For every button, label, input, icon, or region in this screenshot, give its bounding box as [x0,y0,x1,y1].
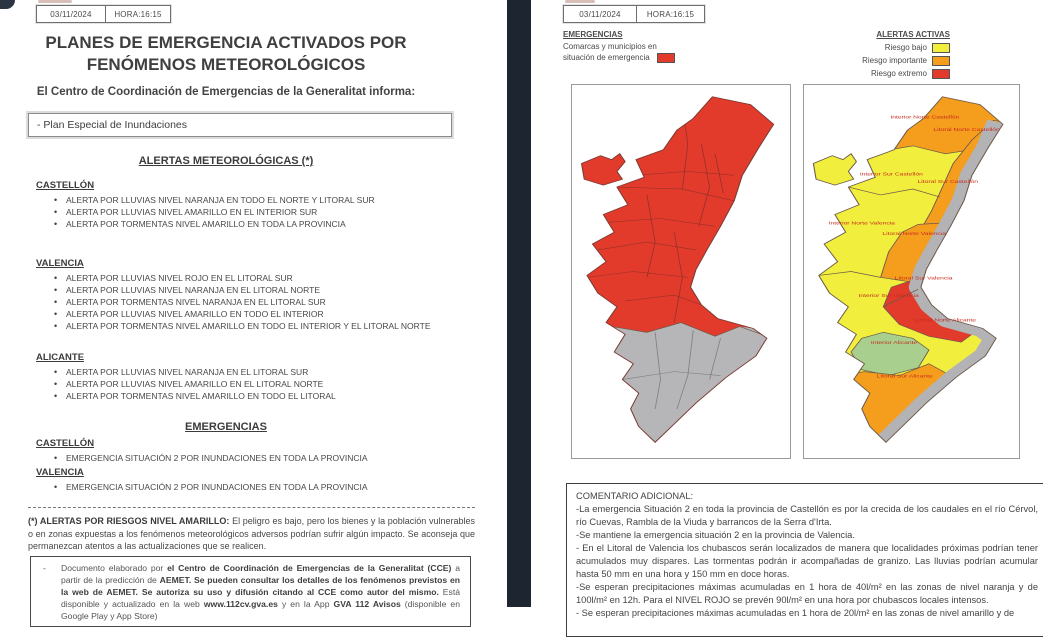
alert-item: • ALERTA POR TORMENTAS NIVEL AMARILLO EN TODO EL INTERIOR Y EL LITORAL NORTE [54,320,447,332]
comment-line: -La emergencia Situación 2 en toda la provincia de Castellón es por la crecida de los caudales en el río Cérvol, río Cuevas, Rambla de la Viuda y barrancos de la Serra d'Irta. [576,504,1038,527]
cropped-text-artifact [565,0,595,3]
footnote-lead: (*) ALERTAS POR RIESGOS NIVEL AMARILLO: [28,516,230,526]
document-subtitle: El Centro de Coordinación de Emergencias de la Generalitat informa: [36,86,416,98]
emergency-list-valencia [36,481,447,493]
legend-emergencias [563,29,743,64]
date-value: 03/11/2024 [564,6,637,22]
yellow-alert-footnote [28,515,475,553]
additional-comment-box [566,483,1043,637]
active-plan-box: - Plan Especial de Inundaciones [28,113,452,137]
emergencies-groups [36,438,447,504]
alert-item: • ALERTA POR TORMENTAS NIVEL NARANJA EN EL LITORAL SUR [54,296,447,308]
legend-emergencias-line2: situación de emergencia [563,53,650,62]
risk-important-swatch [932,56,950,66]
zone-label: Interior Sur Valencia [858,293,919,299]
province-heading-alicante: ALICANTE [36,352,85,363]
province-heading-valencia-em: VALENCIA [36,467,84,478]
province-heading-castellon: CASTELLÓN [36,180,95,191]
source-note-box: - Documento elaborado por el Centro de Coordinación de Emergencias de la Generalitat (CCE) a partir de la predicción de AEMET. Se pueden consultar los detalles de los fenómenos previstos en la web de AEMET. Se autoriza su uso y difusión citando al CCE como autor del mismo. Está disponible y actualizado en la web www.112cv.gva.es y en la App GVA 112 Avisos (disponible en Google Play y App Store) [30,556,471,627]
comment-line: - Se esperan precipitaciones máximas acumuladas en 1 hora de 20l/m² en las zonas de nivel amarillo y de [576,608,1015,618]
alerts-groups [36,180,447,413]
alert-item: • ALERTA POR LLUVIAS NIVEL ROJO EN EL LITORAL SUR [54,272,447,284]
zone-label: Litoral Sur Castellón [917,179,978,185]
alert-item: • ALERTA POR TORMENTAS NIVEL AMARILLO EN TODO EL LITORAL [54,390,447,402]
date-time-box [563,5,705,23]
page-right [531,0,1043,618]
comment-line: - En el Litoral de Valencia los chubascos serán localizados de manera que localidades próximas podrían tener acumulados muy dispares. Las tormentas podrán ir acompañadas de granizo. Las lluvias podrían acumular hasta 50 mm en una hora y 150 mm en doce horas. [576,543,1038,579]
emergency-map [572,85,790,458]
zone-label: Litoral Norte Valencia [882,231,947,237]
exclave-ademuz [582,154,626,185]
zone-label: Interior Norte Castellón [890,115,960,121]
document-title: PLANES DE EMERGENCIA ACTIVADOS POR FENÓMENOS METEOROLÓGICOS [45,33,407,74]
alerts-section-heading: ALERTAS METEOROLÓGICAS (*) [138,155,314,167]
alerts-map [804,85,1019,458]
alert-item: • ALERTA POR LLUVIAS NIVEL NARANJA EN TODO EL NORTE Y LITORAL SUR [54,194,447,206]
legend-risk-important-label: Riesgo importante [862,56,927,65]
zone-label: Litoral Sur Alicante [876,374,933,380]
legend-alertas-heading: ALERTAS ACTIVAS [876,30,950,39]
emergency-item: • EMERGENCIA SITUACIÓN 2 POR INUNDACIONES EN TODA LA PROVINCIA [54,452,447,464]
legend-risk-low-label: Riesgo bajo [884,43,927,52]
zone-label: Litoral Norte Castellón [933,127,1000,133]
legend-alertas [818,29,950,80]
emergency-list-castellon [36,452,447,464]
cropped-logo-artifact [0,0,15,9]
alert-list-alicante [36,366,447,402]
risk-extreme-swatch [932,69,950,79]
cropped-text-artifact [38,0,72,3]
risk-low-swatch [932,43,950,53]
alert-item: • ALERTA POR TORMENTAS NIVEL AMARILLO EN TODA LA PROVINCIA [54,218,447,230]
alerts-map-box [803,84,1020,459]
emergency-map-box [571,84,791,459]
zone-label: Litoral Sur Valencia [894,276,953,282]
alert-item: • ALERTA POR LLUVIAS NIVEL NARANJA EN EL LITORAL SUR [54,366,447,378]
page-left [0,0,507,621]
alert-item: • ALERTA POR LLUVIAS NIVEL NARANJA EN EL LITORAL NORTE [54,284,447,296]
alert-item: • ALERTA POR LLUVIAS NIVEL AMARILLO EN EL INTERIOR SUR [54,206,447,218]
zone-label: Interior Alicante [870,340,918,346]
alert-list-valencia [36,272,447,332]
zone-label: Interior Sur Castellón [859,171,923,177]
date-time-box [36,5,171,23]
emergency-item: • EMERGENCIA SITUACIÓN 2 POR INUNDACIONES EN TODA LA PROVINCIA [54,481,447,493]
alert-item: • ALERTA POR LLUVIAS NIVEL AMARILLO EN EL LITORAL NORTE [54,378,447,390]
date-value: 03/11/2024 [37,6,106,22]
alert-list-castellon [36,194,447,230]
footnote-rest: El peligro es bajo, pero los bienes y la población vulnerables o en zonas expuestas a los fenómenos meteorológicos adversos podrían sufrir algún impacto. Se aconseja que permanezcan atentos a las actualizaciones que se realicen. [28,516,475,551]
legend-risk-extreme-label: Riesgo extremo [870,69,927,78]
zone-label: Litoral Norte Alicante [914,318,977,324]
legend-emergencias-heading: EMERGENCIAS [563,30,623,39]
zone-label: Interior Norte Valencia [828,221,895,227]
comment-heading: COMENTARIO ADICIONAL: [576,491,694,501]
emergency-red-swatch [657,53,675,63]
legend-emergencias-line1: Comarcas y municipios en [563,41,657,51]
dashed-separator [28,507,475,508]
alert-item: • ALERTA POR LLUVIAS NIVEL AMARILLO EN TODO EL INTERIOR [54,308,447,320]
comment-line: -Se mantiene la emergencia situación 2 en la provincia de Valencia. [576,530,855,540]
comment-line: -Se esperan precipitaciones máximas acumuladas en 1 hora de 40l/m² en las zonas de nivel naranja y de 100l/m² en 12h. Para el NIVEL ROJO se prevén 90l/m² en una hora por chubascos locales intensos. [576,582,1038,605]
emergencies-section-heading: EMERGENCIAS [185,421,267,433]
time-value: HORA:16:15 [114,9,162,19]
time-value: HORA:16:15 [646,9,695,19]
province-heading-castellon-em: CASTELLÓN [36,438,95,449]
province-heading-valencia: VALENCIA [36,258,84,269]
exclave-ademuz [813,154,856,185]
page-gap-divider [507,0,531,607]
